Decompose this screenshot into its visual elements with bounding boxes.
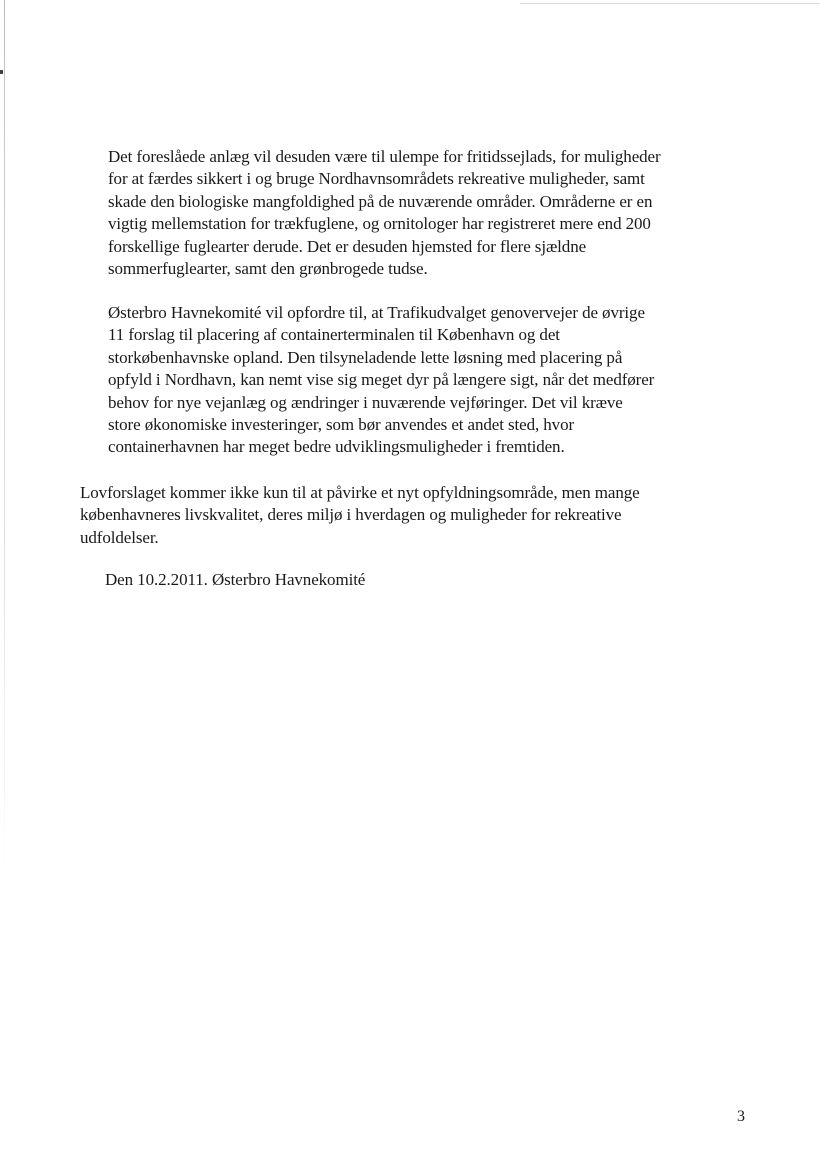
text-line: vigtig mellemstation for trækfuglene, og ornitologer har registreret mere end 200 (108, 214, 651, 234)
scan-edge-top (520, 3, 820, 4)
text-line: udfoldelser. (80, 527, 159, 547)
text-line: 11 forslag til placering af containerterminalen til København og det (108, 325, 560, 345)
text-line: store økonomiske investeringer, som bør anvendes et andet sted, hvor (108, 415, 575, 435)
text-line: containerhavnen har meget bedre udviklingsmuligheder i fremtiden. (108, 437, 565, 457)
text-line: behov for nye vejanlæg og ændringer i nuværende vejføringer. Det vil kræve (108, 392, 623, 412)
text-line: skade den biologiske mangfoldighed på de nuværende områder. Områderne er en (108, 191, 653, 211)
text-line: forskellige fuglearter derude. Det er desuden hjemsted for flere sjældne (108, 236, 587, 256)
text-line: opfyld i Nordhavn, kan nemt vise sig meget dyr på længere sigt, når det medfører (108, 370, 655, 390)
text-line: sommerfuglearter, samt den grønbrogede tudse. (108, 259, 428, 279)
paragraph-conclusion (80, 482, 640, 549)
text-line: for at færdes sikkert i og bruge Nordhavnsområdets rekreative muligheder, samt (108, 169, 645, 189)
text-line: storkøbenhavnske opland. Den tilsyneladende lette løsning med placering på (108, 347, 623, 367)
scan-edge (4, 0, 5, 880)
page-number: 3 (737, 1108, 745, 1125)
text-line: Østerbro Havnekomité vil opfordre til, at Trafikudvalget genovervejer de øvrige (108, 303, 645, 322)
scan-mark (0, 70, 3, 74)
text-line: københavneres livskvalitet, deres miljø i hverdagen og muligheder for rekreative (80, 505, 622, 525)
paragraph-ecology (108, 146, 661, 280)
signature-line: Den 10.2.2011. Østerbro Havnekomité (105, 570, 366, 589)
text-line: Lovforslaget kommer ikke kun til at påvirke et nyt opfyldningsområde, men mange (80, 483, 640, 502)
text-line: Det foreslåede anlæg vil desuden være til ulempe for fritidssejlads, for muligheder (108, 147, 661, 166)
paragraph-proposal (108, 302, 654, 459)
